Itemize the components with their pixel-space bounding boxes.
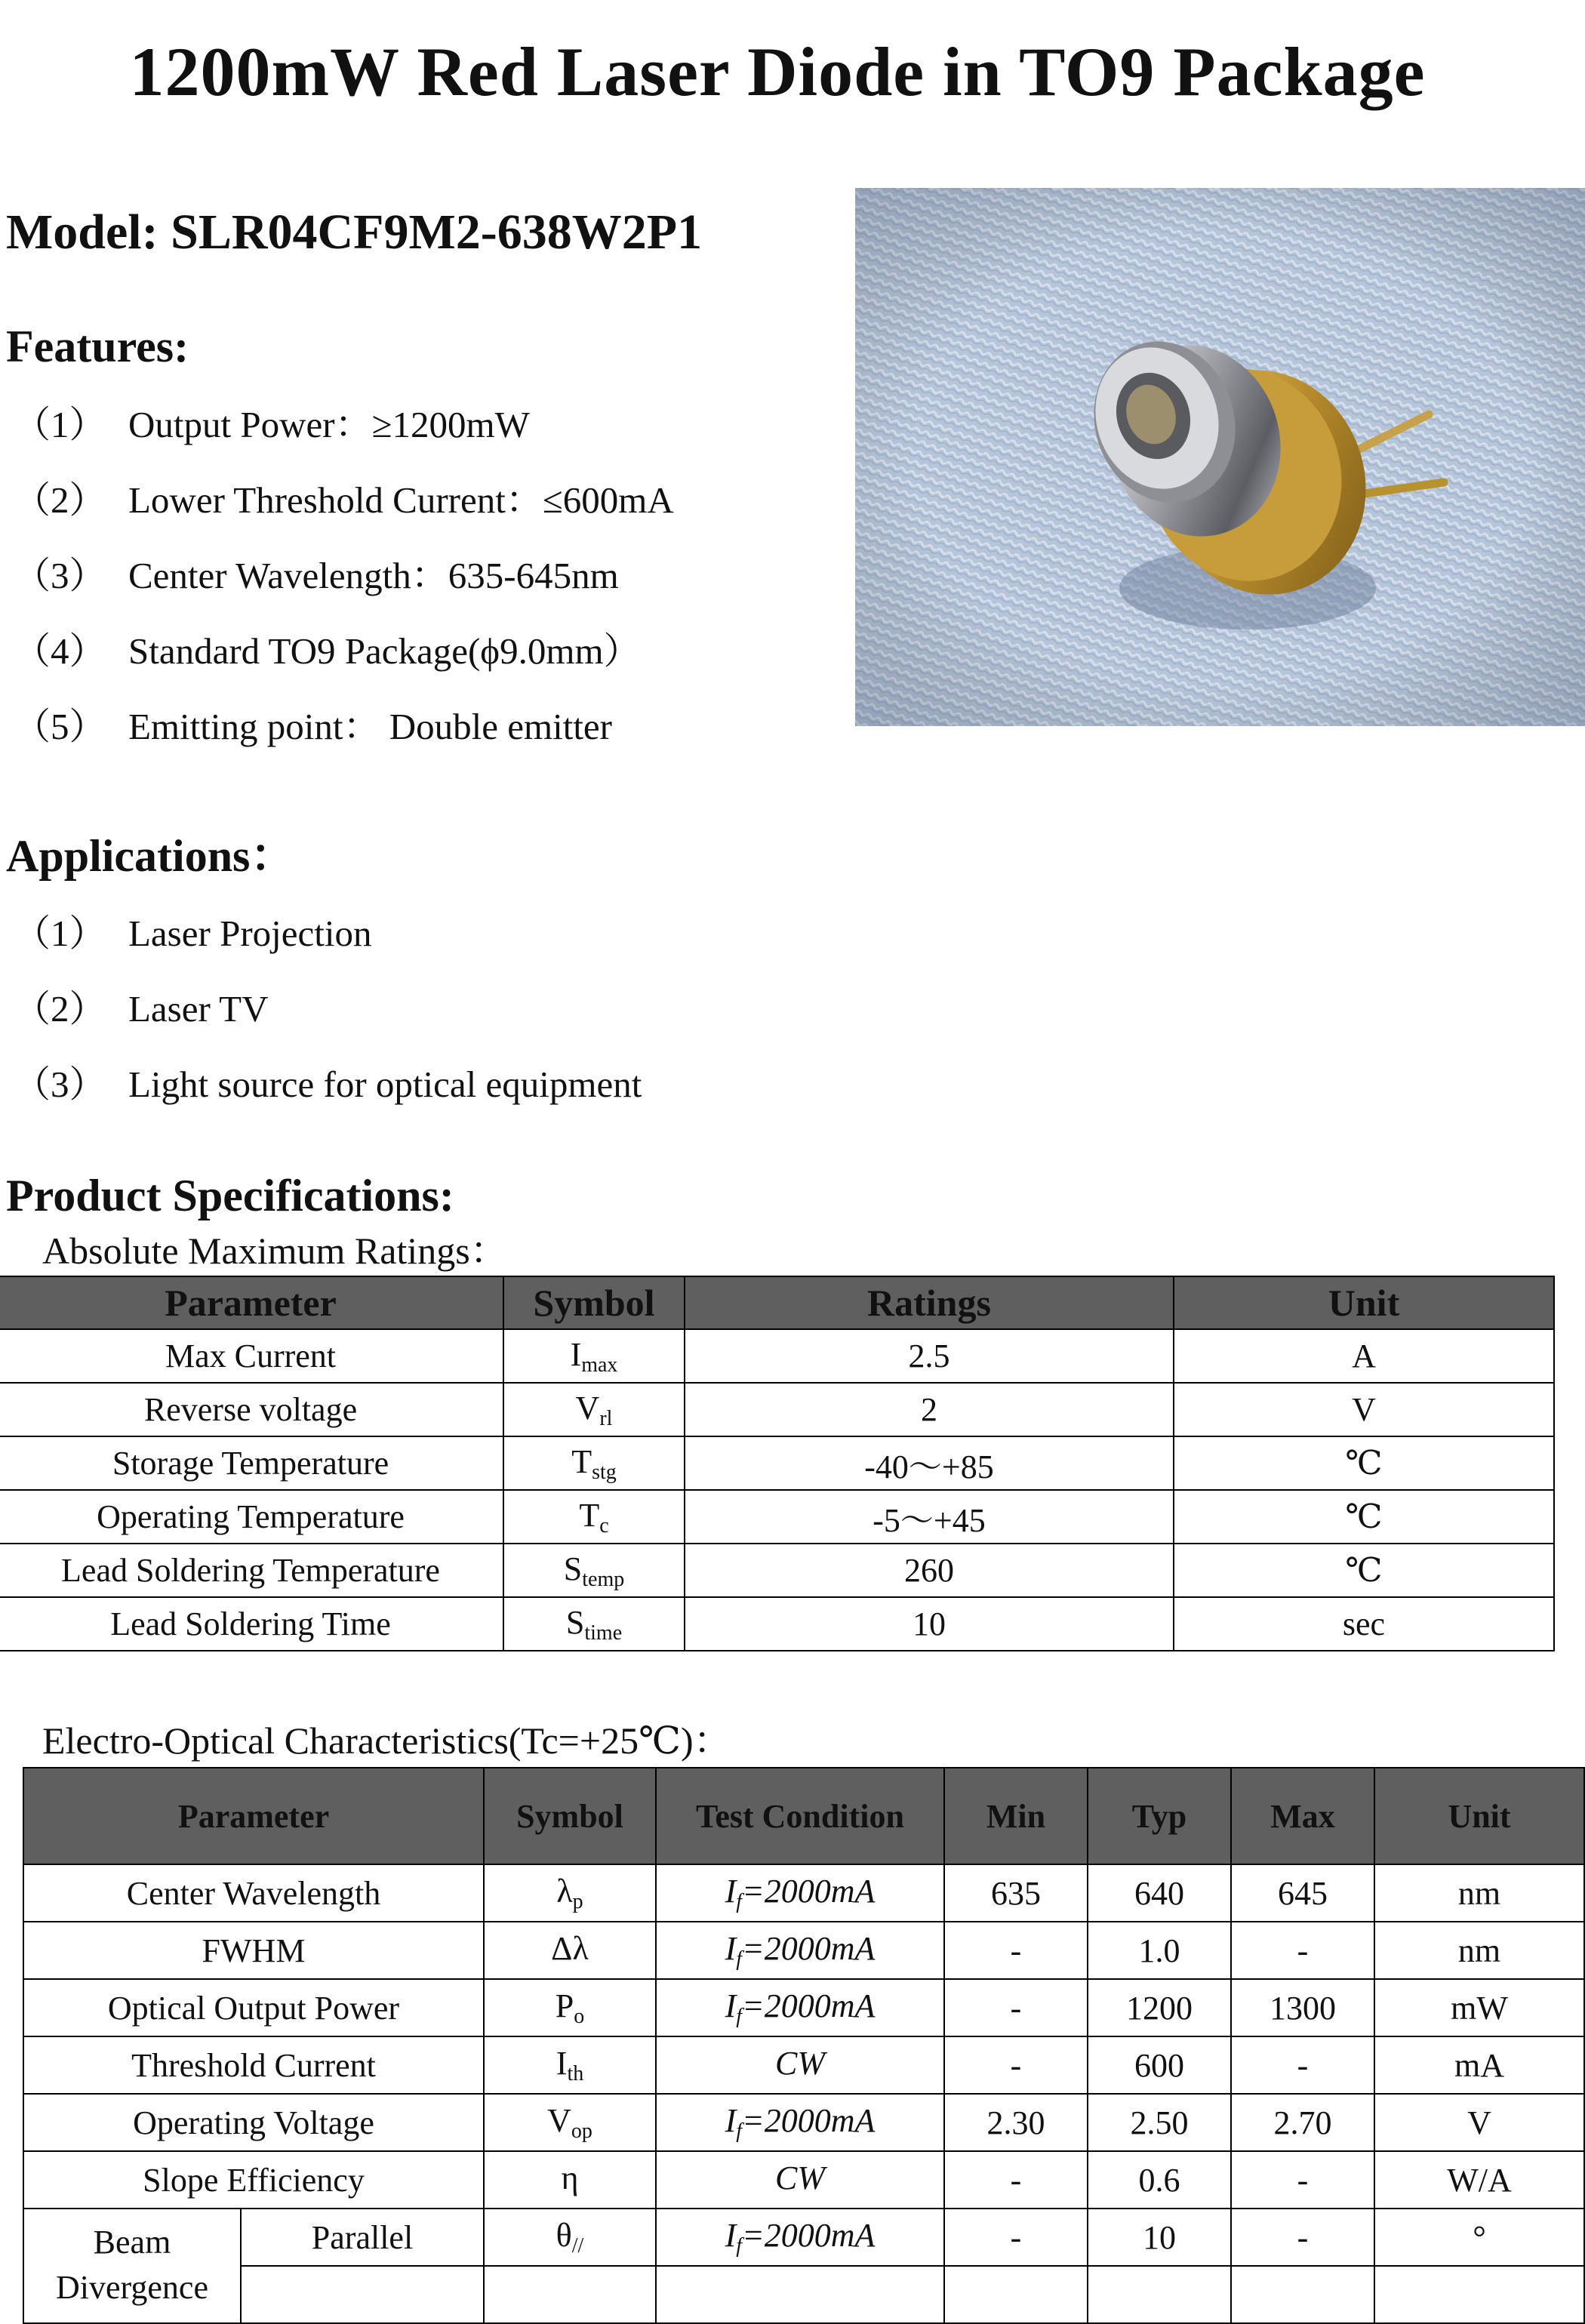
parameter-cell: Lead Soldering Temperature [0,1544,503,1597]
parameter-cell: Parallel [241,2209,484,2266]
condition-cell: $I_f=2000mA$ [656,1864,944,1922]
model-number: Model: SLR04CF9M2-638W2P1 [6,205,703,260]
unit-cell: ° [1374,2209,1584,2266]
table-row [0,1597,1554,1651]
rating-cell: 260 [685,1544,1174,1597]
parameter-cell: FWHM [23,1922,484,1979]
symbol-cell: $\lambda_p$ [484,1864,656,1922]
condition-cell: $I_f=2000mA$ [656,1979,944,2036]
parameter-cell: Reverse voltage [0,1383,503,1436]
unit-cell: sec [1174,1597,1554,1651]
symbol-cell: $I_{max}$ [503,1329,685,1383]
application-number: （2） [14,988,106,1030]
product-photo [855,188,1585,726]
min-cell: 2.30 [944,2094,1088,2151]
table-row [0,1490,1554,1544]
parameter-cell: Slope Efficiency [23,2151,484,2209]
parameter-cell: Operating Voltage [23,2094,484,2151]
parameter-cell: Operating Temperature [0,1490,503,1544]
feature-item [14,553,619,599]
feature-text: Emitting point： Double emitter [128,706,612,747]
column-header: Min [944,1768,1088,1864]
unit-cell: nm [1374,1922,1584,1979]
application-number: （3） [14,1063,106,1105]
max-cell: - [1231,1922,1374,1979]
unit-cell: V [1174,1383,1554,1436]
unit-cell: W/A [1374,2151,1584,2209]
max-cell: 645 [1231,1864,1374,1922]
parameter-cell: Lead Soldering Time [0,1597,503,1651]
column-header: Max [1231,1768,1374,1864]
application-item [14,1062,642,1107]
feature-text: Output Power：≥1200mW [128,404,530,445]
condition-cell: CW [656,2036,944,2094]
max-cell: - [1231,2151,1374,2209]
application-text: Laser Projection [128,913,372,954]
rating-cell: 2.5 [685,1329,1174,1383]
parameter-cell: Max Current [0,1329,503,1383]
feature-item [14,629,641,674]
table-row [0,1544,1554,1597]
column-header: Typ [1088,1768,1231,1864]
feature-text: Lower Threshold Current：≤600mA [128,479,674,521]
symbol-cell: $V_{op}$ [484,2094,656,2151]
table-header-row [0,1276,1554,1329]
rating-cell: -5～+45 [685,1490,1174,1544]
parameter-cell: Optical Output Power [23,1979,484,2036]
table-row [23,2209,1584,2266]
application-item [14,911,371,956]
page-title: 1200mW Red Laser Diode in TO9 Package [129,33,1426,110]
table-row [23,1922,1584,1979]
features-heading: Features: [6,322,189,371]
specifications-heading: Product Specifications: [6,1171,454,1220]
table-row [23,1864,1584,1922]
symbol-cell: Δλ [484,1922,656,1979]
application-text: Light source for optical equipment [128,1063,642,1105]
feature-item [14,478,674,523]
unit-cell: nm [1374,1864,1584,1922]
condition-cell: CW [656,2151,944,2209]
symbol-cell: $S_{time}$ [503,1597,685,1651]
feature-item [14,704,612,750]
table-row [23,2036,1584,2094]
parameter-cell: Threshold Current [23,2036,484,2094]
column-header: Unit [1374,1768,1584,1864]
table-row [23,2094,1584,2151]
symbol-cell: $\theta_{//}$ [484,2209,656,2266]
typ-cell: 1.0 [1088,1922,1231,1979]
unit-cell: V [1374,2094,1584,2151]
max-cell: 1300 [1231,1979,1374,2036]
feature-text: Standard TO9 Package(ϕ9.0mm） [128,630,641,672]
eo-heading: Electro-Optical Characteristics(Tc=+25℃)： [42,1719,731,1762]
column-header: Parameter [0,1276,503,1329]
min-cell: - [944,2036,1088,2094]
column-header: Unit [1174,1276,1554,1329]
max-cell: - [1231,2209,1374,2266]
table-row [0,1383,1554,1436]
unit-cell: mA [1374,2036,1584,2094]
beam-divergence-group-cell: Beam Divergence [23,2209,241,2323]
unit-cell: ℃ [1174,1490,1554,1544]
absolute-max-ratings-table [0,1276,1555,1651]
typ-cell: 0.6 [1088,2151,1231,2209]
table-header-row [23,1768,1584,1864]
condition-cell: $I_f=2000mA$ [656,2209,944,2266]
application-text: Laser TV [128,988,269,1030]
column-header: Test Condition [656,1768,944,1864]
min-cell: - [944,2151,1088,2209]
table-row [23,1979,1584,2036]
applications-heading: Applications： [6,831,296,881]
typ-cell: 2.50 [1088,2094,1231,2151]
max-cell: - [1231,2036,1374,2094]
column-header: Ratings [685,1276,1174,1329]
electro-optical-table [23,1767,1585,2324]
feature-number: （5） [14,706,106,747]
application-item [14,987,269,1032]
unit-cell: ℃ [1174,1544,1554,1597]
table-row [0,1329,1554,1383]
feature-number: （3） [14,555,106,596]
min-cell: - [944,2209,1088,2266]
table-row [23,2266,1584,2323]
rating-cell: -40～+85 [685,1436,1174,1490]
symbol-cell: $P_o$ [484,1979,656,2036]
column-header: Symbol [503,1276,685,1329]
abs-max-heading: Absolute Maximum Ratings： [42,1230,508,1272]
rating-cell: 2 [685,1383,1174,1436]
symbol-cell: $T_c$ [503,1490,685,1544]
feature-item [14,402,530,448]
feature-text: Center Wavelength：635-645nm [128,555,619,596]
symbol-cell: $S_{temp}$ [503,1544,685,1597]
unit-cell: A [1174,1329,1554,1383]
feature-number: （2） [14,479,106,521]
feature-number: （4） [14,630,106,672]
table-row [23,2151,1584,2209]
condition-cell: $I_f=2000mA$ [656,2094,944,2151]
symbol-cell: $T_{stg}$ [503,1436,685,1490]
unit-cell: ℃ [1174,1436,1554,1490]
feature-number: （1） [14,404,106,445]
parameter-cell: Storage Temperature [0,1436,503,1490]
parameter-cell: Center Wavelength [23,1864,484,1922]
column-header: Parameter [23,1768,484,1864]
min-cell: - [944,1922,1088,1979]
column-header: Symbol [484,1768,656,1864]
application-number: （1） [14,913,106,954]
min-cell: 635 [944,1864,1088,1922]
typ-cell: 1200 [1088,1979,1231,2036]
min-cell: - [944,1979,1088,2036]
symbol-cell: η [484,2151,656,2209]
typ-cell: 600 [1088,2036,1231,2094]
max-cell: 2.70 [1231,2094,1374,2151]
table-row [0,1436,1554,1490]
unit-cell: mW [1374,1979,1584,2036]
symbol-cell: $I_{th}$ [484,2036,656,2094]
typ-cell: 10 [1088,2209,1231,2266]
typ-cell: 640 [1088,1864,1231,1922]
symbol-cell: $V_{rl}$ [503,1383,685,1436]
rating-cell: 10 [685,1597,1174,1651]
condition-cell: $I_f=2000mA$ [656,1922,944,1979]
